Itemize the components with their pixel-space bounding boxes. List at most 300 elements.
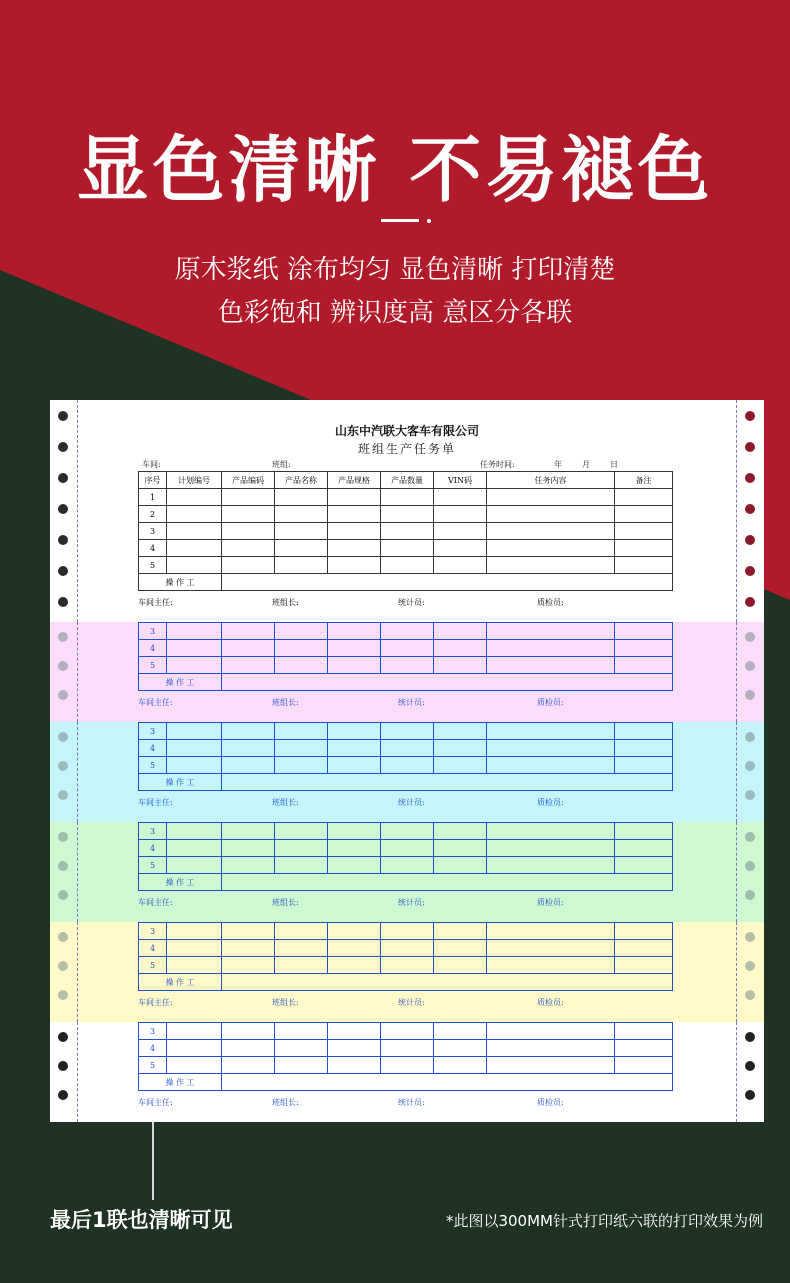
column-header: 备注 bbox=[615, 472, 673, 489]
signature-label: 统计员: bbox=[398, 798, 425, 807]
table-cell[interactable] bbox=[434, 1057, 487, 1074]
table-cell[interactable] bbox=[434, 489, 487, 506]
table-cell[interactable] bbox=[167, 489, 222, 506]
tractor-hole bbox=[745, 504, 755, 514]
table-cell[interactable] bbox=[615, 1023, 673, 1040]
table-cell[interactable] bbox=[434, 623, 487, 640]
operator-value[interactable] bbox=[222, 974, 673, 991]
table-cell[interactable] bbox=[487, 557, 615, 574]
operator-label: 操 作 工 bbox=[139, 974, 222, 991]
table-cell[interactable] bbox=[167, 940, 222, 957]
table-cell[interactable] bbox=[167, 1057, 222, 1074]
column-header: 产品数量 bbox=[381, 472, 434, 489]
table-cell[interactable] bbox=[275, 757, 328, 774]
form-ply-2 bbox=[50, 622, 764, 722]
table-row bbox=[139, 523, 673, 540]
table-cell[interactable] bbox=[434, 923, 487, 940]
table-cell[interactable] bbox=[222, 823, 275, 840]
table-cell[interactable] bbox=[328, 557, 381, 574]
row-number: 4 bbox=[139, 840, 167, 857]
operator-label: 操 作 工 bbox=[139, 1074, 222, 1091]
table-cell[interactable] bbox=[275, 1040, 328, 1057]
table-cell[interactable] bbox=[381, 657, 434, 674]
table-cell[interactable] bbox=[615, 623, 673, 640]
table-row bbox=[139, 940, 673, 957]
table-cell[interactable] bbox=[487, 940, 615, 957]
column-header: 产品编码 bbox=[222, 472, 275, 489]
table-cell[interactable] bbox=[167, 657, 222, 674]
table-cell[interactable] bbox=[381, 523, 434, 540]
table-cell[interactable] bbox=[222, 489, 275, 506]
task-form bbox=[138, 471, 672, 607]
tractor-hole bbox=[58, 504, 68, 514]
table-cell[interactable] bbox=[328, 506, 381, 523]
tractor-hole bbox=[58, 832, 68, 842]
column-header: 任务内容 bbox=[487, 472, 615, 489]
table-cell[interactable] bbox=[487, 823, 615, 840]
table-cell[interactable] bbox=[167, 757, 222, 774]
tractor-hole bbox=[745, 473, 755, 483]
operator-label: 操 作 工 bbox=[139, 574, 222, 591]
table-cell[interactable] bbox=[615, 940, 673, 957]
table-cell[interactable] bbox=[381, 1040, 434, 1057]
tractor-hole bbox=[58, 1061, 68, 1071]
table-cell[interactable] bbox=[615, 740, 673, 757]
table-cell[interactable] bbox=[222, 523, 275, 540]
operator-value[interactable] bbox=[222, 774, 673, 791]
tractor-hole bbox=[745, 890, 755, 900]
signature-label: 统计员: bbox=[398, 898, 425, 907]
table-cell[interactable] bbox=[222, 957, 275, 974]
table-row bbox=[139, 823, 673, 840]
table-cell[interactable] bbox=[615, 489, 673, 506]
table-cell[interactable] bbox=[328, 540, 381, 557]
table-cell[interactable] bbox=[381, 623, 434, 640]
table-cell[interactable] bbox=[615, 506, 673, 523]
month-label: 月 bbox=[582, 460, 590, 469]
tractor-hole bbox=[58, 761, 68, 771]
subline-1: 原木浆纸 涂布均匀 显色清晰 打印清楚 bbox=[174, 255, 616, 285]
tractor-hole bbox=[58, 473, 68, 483]
tractor-hole bbox=[745, 732, 755, 742]
row-number: 5 bbox=[139, 557, 167, 574]
tractor-hole bbox=[745, 790, 755, 800]
signature-label: 班组长: bbox=[272, 598, 299, 607]
table-cell[interactable] bbox=[381, 923, 434, 940]
tractor-hole bbox=[58, 632, 68, 642]
table-cell[interactable] bbox=[381, 957, 434, 974]
tractor-hole bbox=[58, 861, 68, 871]
table-cell[interactable] bbox=[487, 657, 615, 674]
signature-label: 统计员: bbox=[398, 698, 425, 707]
operator-row bbox=[139, 1074, 673, 1091]
table-cell[interactable] bbox=[381, 840, 434, 857]
table-cell[interactable] bbox=[434, 557, 487, 574]
operator-label: 操 作 工 bbox=[139, 674, 222, 691]
table-cell[interactable] bbox=[615, 523, 673, 540]
table-cell[interactable] bbox=[381, 489, 434, 506]
table-cell[interactable] bbox=[487, 740, 615, 757]
signature-label: 统计员: bbox=[398, 998, 425, 1007]
table-cell[interactable] bbox=[328, 923, 381, 940]
table-cell[interactable] bbox=[434, 823, 487, 840]
table-cell[interactable] bbox=[167, 523, 222, 540]
row-number: 2 bbox=[139, 506, 167, 523]
tractor-hole bbox=[745, 411, 755, 421]
tractor-hole bbox=[58, 411, 68, 421]
table-cell[interactable] bbox=[381, 506, 434, 523]
signature-label: 统计员: bbox=[398, 1098, 425, 1107]
task-form-copy bbox=[138, 822, 672, 907]
table-cell[interactable] bbox=[167, 623, 222, 640]
tractor-hole bbox=[745, 1061, 755, 1071]
table-cell[interactable] bbox=[381, 857, 434, 874]
table-cell[interactable] bbox=[487, 1023, 615, 1040]
table-cell[interactable] bbox=[328, 1023, 381, 1040]
table-cell[interactable] bbox=[222, 506, 275, 523]
pointer-line bbox=[152, 1122, 154, 1200]
task-table-copy bbox=[138, 922, 673, 991]
table-cell[interactable] bbox=[381, 540, 434, 557]
caption-right: *此图以300MM针式打印纸六联的打印效果为例 bbox=[445, 1212, 763, 1230]
table-cell[interactable] bbox=[381, 757, 434, 774]
table-cell[interactable] bbox=[222, 740, 275, 757]
table-cell[interactable] bbox=[615, 723, 673, 740]
table-cell[interactable] bbox=[381, 740, 434, 757]
table-cell[interactable] bbox=[222, 757, 275, 774]
table-cell[interactable] bbox=[487, 540, 615, 557]
table-cell[interactable] bbox=[381, 723, 434, 740]
operator-value[interactable] bbox=[222, 1074, 673, 1091]
table-cell[interactable] bbox=[328, 1057, 381, 1074]
table-cell[interactable] bbox=[328, 723, 381, 740]
table-cell[interactable] bbox=[275, 857, 328, 874]
table-row bbox=[139, 757, 673, 774]
printed-form-stack bbox=[50, 400, 764, 1122]
table-cell[interactable] bbox=[487, 489, 615, 506]
table-cell[interactable] bbox=[275, 823, 328, 840]
table-cell[interactable] bbox=[328, 657, 381, 674]
table-row bbox=[139, 840, 673, 857]
signature-label: 质检员: bbox=[537, 1098, 564, 1107]
table-cell[interactable] bbox=[167, 640, 222, 657]
table-cell[interactable] bbox=[167, 1040, 222, 1057]
table-cell[interactable] bbox=[615, 557, 673, 574]
table-row bbox=[139, 740, 673, 757]
year-label: 年 bbox=[554, 460, 562, 469]
table-cell[interactable] bbox=[222, 1040, 275, 1057]
table-cell[interactable] bbox=[434, 723, 487, 740]
table-row bbox=[139, 506, 673, 523]
table-cell[interactable] bbox=[167, 540, 222, 557]
table-cell[interactable] bbox=[328, 940, 381, 957]
table-cell[interactable] bbox=[275, 623, 328, 640]
row-number: 4 bbox=[139, 540, 167, 557]
form-title: 班组生产任务单 bbox=[357, 442, 456, 456]
row-number: 4 bbox=[139, 940, 167, 957]
table-cell[interactable] bbox=[167, 823, 222, 840]
task-table-copy bbox=[138, 822, 673, 891]
row-number: 3 bbox=[139, 1023, 167, 1040]
table-cell[interactable] bbox=[487, 723, 615, 740]
table-cell[interactable] bbox=[222, 623, 275, 640]
table-cell[interactable] bbox=[275, 923, 328, 940]
tractor-hole bbox=[58, 535, 68, 545]
row-number: 3 bbox=[139, 823, 167, 840]
signature-label: 班组长: bbox=[272, 998, 299, 1007]
table-cell[interactable] bbox=[275, 540, 328, 557]
tractor-strip-right bbox=[736, 822, 764, 922]
table-cell[interactable] bbox=[167, 723, 222, 740]
table-cell[interactable] bbox=[487, 757, 615, 774]
divider-dash bbox=[381, 219, 419, 222]
tractor-strip-left bbox=[50, 722, 78, 822]
table-cell[interactable] bbox=[434, 640, 487, 657]
tractor-hole bbox=[745, 1032, 755, 1042]
table-cell[interactable] bbox=[222, 840, 275, 857]
signature-label: 质检员: bbox=[537, 798, 564, 807]
table-cell[interactable] bbox=[167, 957, 222, 974]
tractor-hole bbox=[58, 961, 68, 971]
table-cell[interactable] bbox=[222, 1057, 275, 1074]
signature-label: 班组长: bbox=[272, 798, 299, 807]
caption-left: 最后1联也清晰可见 bbox=[50, 1208, 233, 1232]
table-cell[interactable] bbox=[328, 489, 381, 506]
table-row bbox=[139, 1040, 673, 1057]
table-cell[interactable] bbox=[434, 857, 487, 874]
table-cell[interactable] bbox=[381, 557, 434, 574]
row-number: 3 bbox=[139, 923, 167, 940]
form-ply-4 bbox=[50, 822, 764, 922]
table-cell[interactable] bbox=[434, 940, 487, 957]
tractor-hole bbox=[745, 990, 755, 1000]
table-cell[interactable] bbox=[487, 1057, 615, 1074]
table-cell[interactable] bbox=[381, 940, 434, 957]
column-header: VIN码 bbox=[434, 472, 487, 489]
table-cell[interactable] bbox=[275, 640, 328, 657]
table-row bbox=[139, 557, 673, 574]
table-cell[interactable] bbox=[222, 657, 275, 674]
table-cell[interactable] bbox=[275, 840, 328, 857]
table-cell[interactable] bbox=[487, 840, 615, 857]
table-cell[interactable] bbox=[381, 640, 434, 657]
table-cell[interactable] bbox=[328, 623, 381, 640]
table-cell[interactable] bbox=[222, 540, 275, 557]
task-form-copy bbox=[138, 622, 672, 707]
task-table-copy bbox=[138, 1022, 673, 1091]
table-cell[interactable] bbox=[167, 1023, 222, 1040]
table-cell[interactable] bbox=[615, 823, 673, 840]
table-cell[interactable] bbox=[381, 823, 434, 840]
table-cell[interactable] bbox=[328, 823, 381, 840]
table-cell[interactable] bbox=[434, 523, 487, 540]
tractor-strip-right bbox=[736, 622, 764, 722]
table-cell[interactable] bbox=[167, 506, 222, 523]
table-cell[interactable] bbox=[615, 757, 673, 774]
operator-row bbox=[139, 974, 673, 991]
operator-value[interactable] bbox=[222, 874, 673, 891]
table-cell[interactable] bbox=[615, 857, 673, 874]
row-number: 5 bbox=[139, 957, 167, 974]
tractor-hole bbox=[58, 732, 68, 742]
tractor-strip-left bbox=[50, 1022, 78, 1122]
table-cell[interactable] bbox=[434, 657, 487, 674]
signature-label: 质检员: bbox=[537, 698, 564, 707]
tractor-hole bbox=[58, 566, 68, 576]
form-ply-3 bbox=[50, 722, 764, 822]
tractor-hole bbox=[58, 932, 68, 942]
row-number: 4 bbox=[139, 740, 167, 757]
table-cell[interactable] bbox=[222, 857, 275, 874]
tractor-hole bbox=[745, 597, 755, 607]
row-number: 4 bbox=[139, 640, 167, 657]
table-cell[interactable] bbox=[328, 640, 381, 657]
signature-label: 车间主任: bbox=[138, 598, 173, 607]
tractor-hole bbox=[58, 990, 68, 1000]
table-cell[interactable] bbox=[434, 957, 487, 974]
task-form-copy bbox=[138, 1022, 672, 1107]
table-row bbox=[139, 623, 673, 640]
table-cell[interactable] bbox=[487, 640, 615, 657]
row-number: 4 bbox=[139, 1040, 167, 1057]
tractor-hole bbox=[745, 661, 755, 671]
tractor-hole bbox=[745, 535, 755, 545]
table-cell[interactable] bbox=[434, 1023, 487, 1040]
tractor-hole bbox=[58, 890, 68, 900]
tractor-hole bbox=[745, 761, 755, 771]
table-cell[interactable] bbox=[222, 723, 275, 740]
table-cell[interactable] bbox=[487, 506, 615, 523]
row-number: 5 bbox=[139, 757, 167, 774]
table-cell[interactable] bbox=[222, 557, 275, 574]
table-row bbox=[139, 957, 673, 974]
tractor-hole bbox=[745, 932, 755, 942]
table-cell[interactable] bbox=[487, 857, 615, 874]
table-cell[interactable] bbox=[328, 740, 381, 757]
table-cell[interactable] bbox=[328, 523, 381, 540]
table-cell[interactable] bbox=[434, 757, 487, 774]
signature-label: 统计员: bbox=[398, 598, 425, 607]
workshop-label: 车间: bbox=[142, 460, 161, 469]
table-cell[interactable] bbox=[328, 1040, 381, 1057]
row-number: 5 bbox=[139, 657, 167, 674]
table-cell[interactable] bbox=[275, 1023, 328, 1040]
table-cell[interactable] bbox=[275, 940, 328, 957]
table-cell[interactable] bbox=[275, 489, 328, 506]
team-label: 班组: bbox=[272, 460, 291, 469]
operator-value[interactable] bbox=[222, 674, 673, 691]
table-cell[interactable] bbox=[434, 740, 487, 757]
tractor-hole bbox=[58, 1032, 68, 1042]
table-cell[interactable] bbox=[275, 557, 328, 574]
table-cell[interactable] bbox=[615, 923, 673, 940]
signature-label: 车间主任: bbox=[138, 798, 173, 807]
table-cell[interactable] bbox=[167, 840, 222, 857]
table-cell[interactable] bbox=[434, 840, 487, 857]
table-cell[interactable] bbox=[275, 506, 328, 523]
table-cell[interactable] bbox=[275, 723, 328, 740]
tractor-hole bbox=[745, 1090, 755, 1100]
operator-label: 操 作 工 bbox=[139, 874, 222, 891]
row-number: 3 bbox=[139, 623, 167, 640]
signature-label: 车间主任: bbox=[138, 698, 173, 707]
tractor-strip-left bbox=[50, 622, 78, 722]
task-table bbox=[138, 471, 673, 591]
table-cell[interactable] bbox=[328, 957, 381, 974]
table-cell[interactable] bbox=[328, 757, 381, 774]
tractor-hole bbox=[745, 861, 755, 871]
operator-row bbox=[139, 674, 673, 691]
column-header: 产品规格 bbox=[328, 472, 381, 489]
table-cell[interactable] bbox=[487, 523, 615, 540]
tractor-hole bbox=[745, 632, 755, 642]
signature-label: 质检员: bbox=[537, 598, 564, 607]
operator-row bbox=[139, 874, 673, 891]
table-cell[interactable] bbox=[615, 657, 673, 674]
signature-label: 质检员: bbox=[537, 898, 564, 907]
operator-row bbox=[139, 774, 673, 791]
table-cell[interactable] bbox=[487, 923, 615, 940]
table-row bbox=[139, 857, 673, 874]
table-cell[interactable] bbox=[615, 840, 673, 857]
table-cell[interactable] bbox=[615, 540, 673, 557]
table-cell[interactable] bbox=[487, 957, 615, 974]
table-cell[interactable] bbox=[434, 506, 487, 523]
table-cell[interactable] bbox=[275, 957, 328, 974]
table-cell[interactable] bbox=[275, 740, 328, 757]
table-cell[interactable] bbox=[615, 1040, 673, 1057]
table-cell[interactable] bbox=[487, 1040, 615, 1057]
column-header: 产品名称 bbox=[275, 472, 328, 489]
table-cell[interactable] bbox=[167, 557, 222, 574]
table-cell[interactable] bbox=[222, 1023, 275, 1040]
table-header-row bbox=[139, 472, 673, 489]
tractor-strip-right bbox=[736, 722, 764, 822]
table-cell[interactable] bbox=[434, 1040, 487, 1057]
form-company: 山东中汽联大客车有限公司 bbox=[334, 424, 479, 438]
tractor-hole bbox=[58, 661, 68, 671]
table-cell[interactable] bbox=[328, 857, 381, 874]
table-cell[interactable] bbox=[615, 957, 673, 974]
table-row bbox=[139, 657, 673, 674]
table-cell[interactable] bbox=[434, 540, 487, 557]
table-cell[interactable] bbox=[487, 623, 615, 640]
table-cell[interactable] bbox=[167, 740, 222, 757]
table-cell[interactable] bbox=[275, 657, 328, 674]
task-table-copy bbox=[138, 722, 673, 791]
table-cell[interactable] bbox=[275, 1057, 328, 1074]
subline-2: 色彩饱和 辨识度高 意区分各联 bbox=[217, 298, 573, 328]
tractor-hole bbox=[58, 790, 68, 800]
table-cell[interactable] bbox=[222, 640, 275, 657]
table-cell[interactable] bbox=[328, 840, 381, 857]
signature-label: 车间主任: bbox=[138, 998, 173, 1007]
signature-label: 车间主任: bbox=[138, 898, 173, 907]
table-cell[interactable] bbox=[222, 940, 275, 957]
table-cell[interactable] bbox=[615, 640, 673, 657]
task-form-copy bbox=[138, 922, 672, 1007]
table-cell[interactable] bbox=[222, 923, 275, 940]
table-cell[interactable] bbox=[615, 1057, 673, 1074]
table-cell[interactable] bbox=[167, 923, 222, 940]
table-row bbox=[139, 923, 673, 940]
table-cell[interactable] bbox=[275, 523, 328, 540]
table-cell[interactable] bbox=[381, 1057, 434, 1074]
table-cell[interactable] bbox=[381, 1023, 434, 1040]
form-ply-5 bbox=[50, 922, 764, 1022]
operator-value[interactable] bbox=[222, 574, 673, 591]
table-cell[interactable] bbox=[167, 857, 222, 874]
